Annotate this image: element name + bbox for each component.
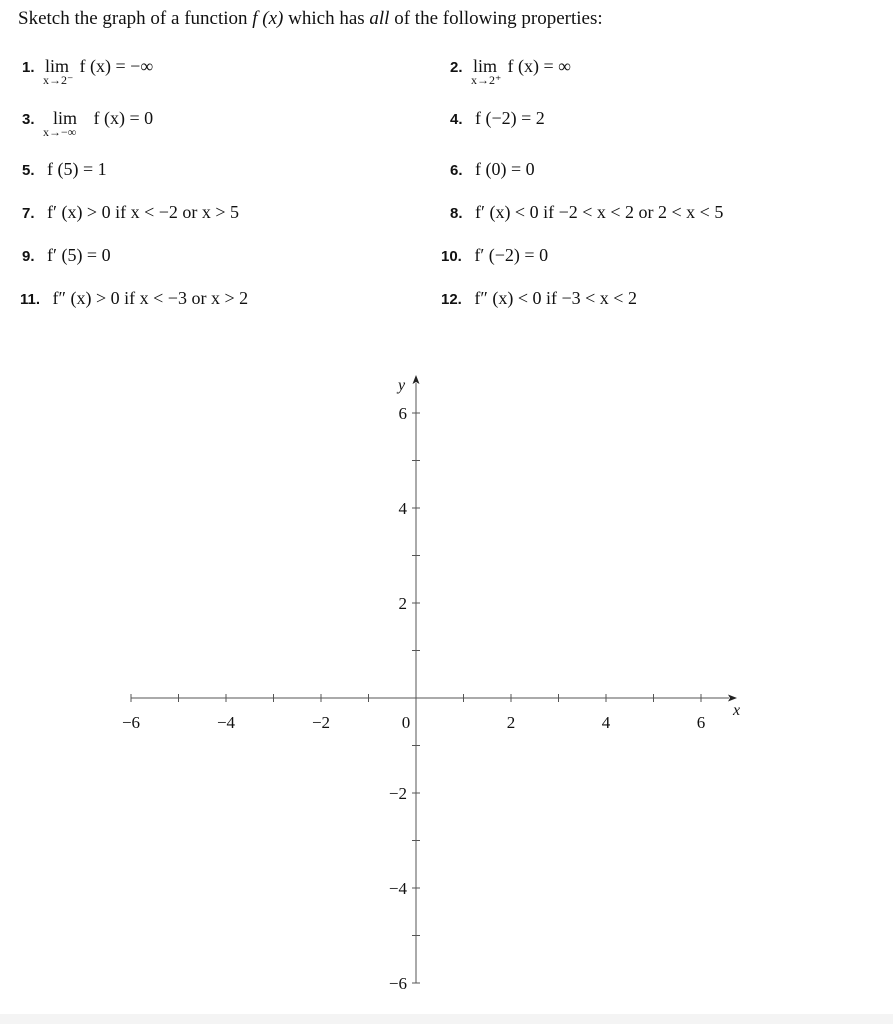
y-tick-label: 4 (398, 499, 407, 518)
property-number: 10. (441, 248, 462, 265)
limit-subscript: x→2⁺ (471, 73, 502, 87)
property-number: 2. (450, 59, 463, 76)
property-expression: f (x) = ∞ (507, 56, 571, 76)
page-bottom-band (0, 1014, 893, 1024)
y-tick-label: −2 (388, 784, 407, 803)
y-tick-label: 6 (398, 404, 407, 423)
limit-operator: lim (473, 56, 498, 76)
x-tick-label: 6 (696, 713, 706, 732)
property-expression: f (x) = −∞ (79, 56, 154, 76)
limit-subscript: x→2⁻ (43, 73, 74, 87)
property-number: 8. (450, 205, 463, 222)
property-number: 6. (450, 162, 463, 179)
property-expression: f (0) = 0 (475, 159, 535, 179)
x-tick-label: 0 (401, 713, 411, 732)
property-expression: f′ (x) < 0 if −2 < x < 2 or 2 < x < 5 (475, 202, 724, 222)
y-axis-arrow (413, 375, 420, 384)
property-expression: f (−2) = 2 (475, 108, 545, 128)
property-number: 4. (450, 111, 463, 128)
x-tick-label: 2 (506, 713, 516, 732)
limit-operator: lim (53, 108, 78, 128)
y-tick-label: 2 (398, 594, 407, 613)
property-number: 3. (22, 111, 35, 128)
property-number: 7. (22, 205, 35, 222)
y-tick-label: −6 (388, 974, 407, 993)
x-tick-label: −4 (216, 713, 236, 732)
title-emph: all (369, 8, 390, 29)
property-number: 1. (22, 59, 35, 76)
property-expression: f′ (x) > 0 if x < −2 or x > 5 (47, 202, 240, 222)
property-number: 9. (22, 248, 35, 265)
limit-subscript: x→−∞ (43, 125, 77, 139)
x-tick-label: −6 (121, 713, 141, 732)
limit-operator: lim (45, 56, 70, 76)
x-tick-label: −2 (311, 713, 331, 732)
y-tick-label: −4 (388, 879, 407, 898)
x-axis-arrow (728, 695, 737, 702)
property-number: 5. (22, 162, 35, 179)
title-prefix: Sketch the graph of a function (18, 8, 248, 29)
property-expression: f′ (−2) = 0 (474, 245, 549, 265)
property-number: 12. (441, 291, 462, 308)
property-expression: f″ (x) > 0 if x < −3 or x > 2 (52, 288, 249, 308)
title-suffix: of the following properties: (394, 8, 603, 29)
property-number: 11. (20, 291, 41, 308)
title-func: f (x) (252, 8, 284, 29)
title-mid: which has (288, 8, 365, 29)
property-expression: f (x) = 0 (93, 108, 154, 128)
property-expression: f (5) = 1 (47, 159, 107, 179)
y-axis-label: y (398, 377, 406, 394)
property-expression: f′ (5) = 0 (47, 245, 111, 265)
property-expression: f″ (x) < 0 if −3 < x < 2 (474, 288, 637, 308)
x-axis-label: x (733, 702, 741, 719)
x-tick-label: 4 (601, 713, 611, 732)
